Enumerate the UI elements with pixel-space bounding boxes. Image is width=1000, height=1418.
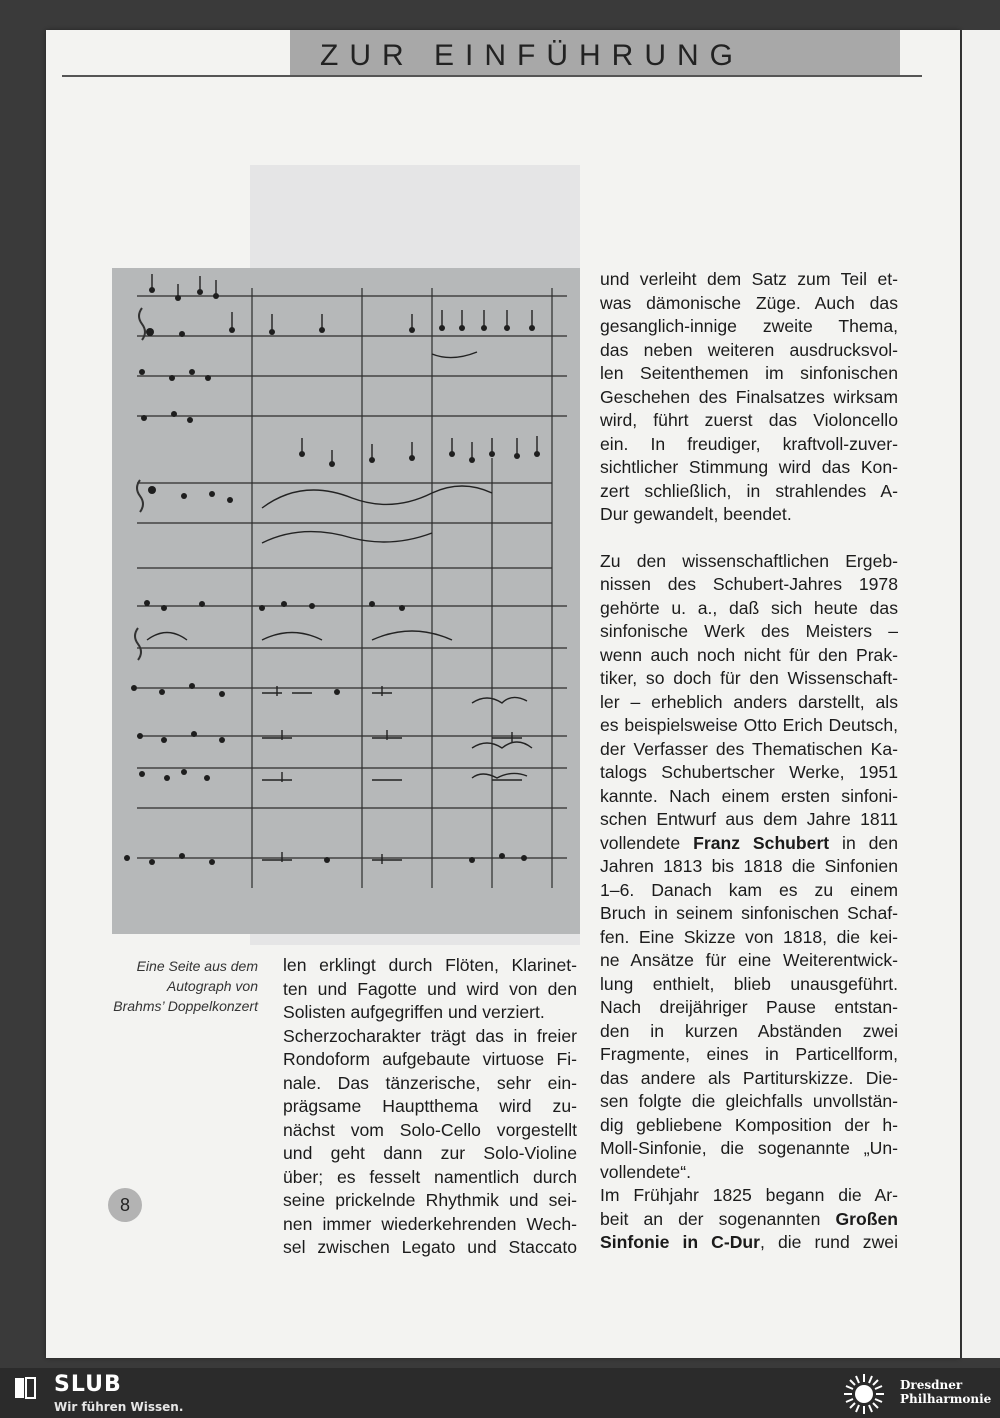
text-line: beit an der sogenannten Großen (600, 1208, 898, 1229)
text-line: Moll-Sinfonie, die sogenannte „Un- (600, 1138, 898, 1158)
caption-line: Autograph von (166, 978, 258, 994)
text-line: ein. In freudiger, kraftvoll-zuver- (600, 433, 898, 454)
text-line: gehörte u. a., daß sich heute das (600, 597, 898, 618)
text-line: sel zwischen Legato und Staccato (283, 1237, 577, 1257)
text-line: 1–6. Danach kam es zu einem (600, 879, 898, 900)
text-line: ten und Fagotte und wird von den (283, 978, 577, 999)
text-line: sinfonische Werk des Meisters – (600, 621, 898, 641)
text-column-middle (283, 954, 577, 1260)
figure-caption (96, 956, 258, 1016)
text-line: ne Ansätze für eine Weiterentwick- (600, 950, 898, 970)
text-line: prägsame Hauptthema wird zu- (283, 1096, 577, 1116)
page-number: 8 (108, 1188, 142, 1222)
work-title: Sinfonie in C-Dur (600, 1232, 761, 1252)
manuscript-image (112, 268, 580, 934)
text-line: Rondoform aufgebaute virtuose Fi- (283, 1049, 577, 1069)
section-title: ZUR EINFÜHRUNG (320, 39, 744, 72)
philharmonie-sun-logo[interactable] (842, 1372, 886, 1416)
slub-book-icon (12, 1375, 38, 1401)
text-line: nissen des Schubert-Jahres 1978 (600, 574, 898, 594)
text-line: schen Entwurf aus dem Jahre 1811 (600, 809, 898, 829)
text-line: Nach dreijähriger Pause entstan- (600, 997, 898, 1017)
text-line: lung enthielt, blieb unausgeführt. (600, 973, 898, 994)
text-line: nen immer wiederkehrenden Wech- (283, 1213, 577, 1234)
text-column-right (600, 268, 898, 1255)
next-page-edge (962, 30, 1000, 1358)
text-line: und verleiht dem Satz zum Teil et- (600, 269, 898, 289)
text-line: Im Frühjahr 1825 begann die Ar- (600, 1185, 898, 1205)
text-line: nächst vom Solo-Cello vorgestellt (283, 1119, 577, 1140)
text-line: tiker, so doch für den Wissenschaft- (600, 668, 898, 688)
text-line: und geht dann zur Solo-Violine (283, 1143, 577, 1163)
text-line: das andere als Partiturskizze. Die- (600, 1067, 898, 1088)
text-line: wird, führt zuerst das Violoncello (600, 410, 898, 430)
slub-tagline: Wir führen Wissen. (54, 1400, 184, 1414)
text-line: len Seitenthemen im sinfonischen (600, 363, 898, 383)
text-line: talogs Schubertscher Werke, 1951 (600, 762, 898, 782)
header-rule (62, 75, 922, 77)
text-line: wenn auch noch nicht für den Prak- (600, 644, 898, 665)
text-line: Jahren 1813 bis 1818 die Sinfonien (600, 856, 898, 876)
text-line: der Verfasser des Thematischen Ka- (600, 738, 898, 759)
text-line: nale. Das tänzerische, sehr ein- (283, 1072, 577, 1093)
text-line: das neben weiteren ausdrucksvol- (600, 339, 898, 360)
composer-name: Franz Schubert (693, 832, 830, 853)
text-line: kannte. Nach einem ersten sinfoni- (600, 785, 898, 806)
text-line: Scherzocharakter trägt das in freier (283, 1025, 577, 1046)
text-line: Fragmente, eines in Particellform, (600, 1044, 898, 1064)
text-line: sen folgte die gleichfalls unvollstän- (600, 1091, 898, 1111)
text-line: dig gebliebene Komposition der h- (600, 1114, 898, 1135)
text-line: vollendete“. (600, 1161, 691, 1182)
text-line: gesanglich-innige zweite Thema, (600, 316, 898, 336)
text-line: Sinfonie in C-Dur, die rund zwei (600, 1232, 898, 1252)
text-line: Bruch in seinem sinfonischen Schaf- (600, 903, 898, 923)
text-line: Zu den wissenschaftlichen Ergeb- (600, 550, 898, 571)
partner-name: Dresdner Philharmonie (900, 1378, 992, 1406)
text-line: Dur gewandelt, beendet. (600, 504, 792, 524)
text-line: Solisten aufgegriffen und verziert. (283, 1002, 545, 1022)
text-line: den in kurzen Abständen zwei (600, 1020, 898, 1041)
slub-logo-text[interactable]: SLUB (54, 1372, 122, 1397)
text-line: len erklingt durch Flöten, Klarinet- (283, 955, 577, 975)
text-line: sichtlicher Stimmung wird das Kon- (600, 457, 898, 477)
text-line: zert schließlich, in strahlendes A- (600, 480, 898, 501)
text-line: Geschehen des Finalsatzes wirksam (600, 386, 898, 407)
text-line: über; es fesselt namentlich durch (283, 1166, 577, 1187)
work-title: Großen (835, 1208, 898, 1229)
text-line: ler – erheblich anders darstellt, als (600, 691, 898, 712)
caption-line: Eine Seite aus dem (136, 958, 258, 974)
text-line: fen. Eine Skizze von 1818, die kei- (600, 926, 898, 947)
text-line: was dämonische Züge. Auch das (600, 292, 898, 313)
caption-line: Brahms’ Doppelkonzert (113, 998, 258, 1014)
text-line: vollendete Franz Schubert in den (600, 832, 898, 853)
text-line: seine prickelnde Rhythmik und sei- (283, 1190, 577, 1210)
text-line: es beispielsweise Otto Erich Deutsch, (600, 715, 898, 735)
